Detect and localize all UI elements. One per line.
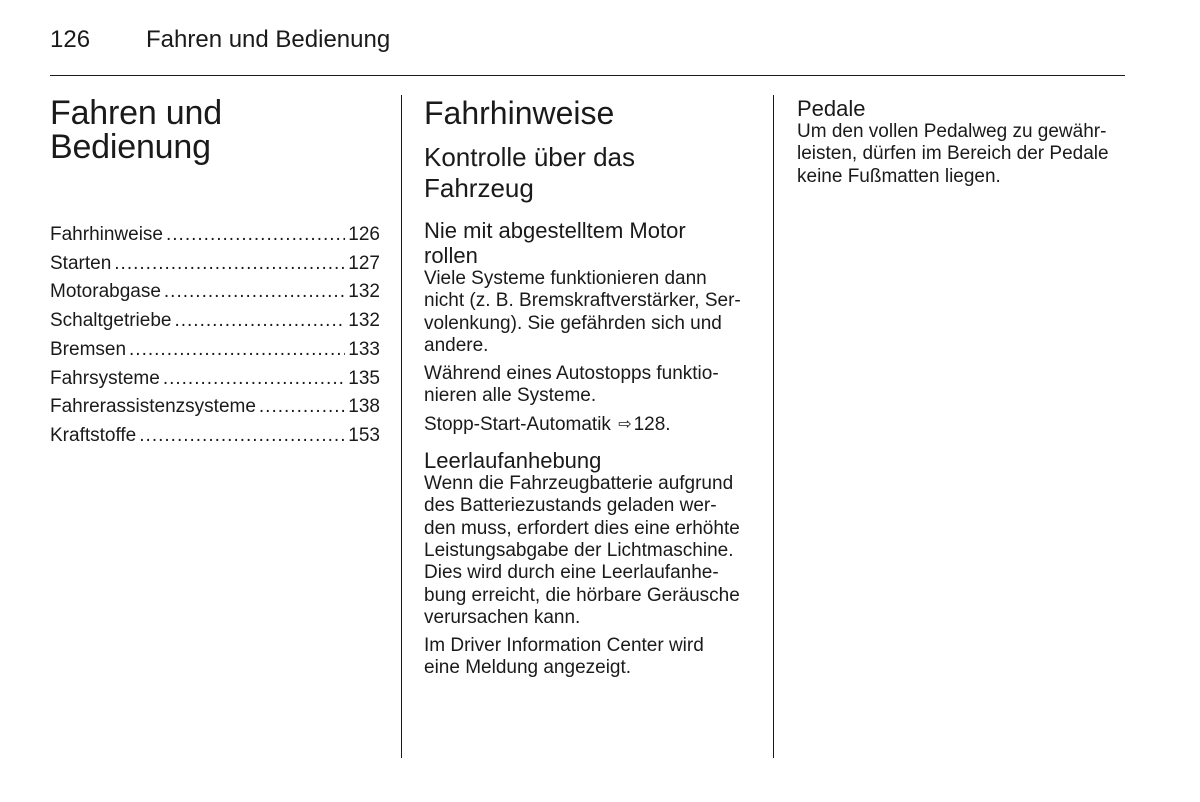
chapter-column	[50, 96, 380, 451]
header-rule	[50, 75, 1125, 76]
toc-entry[interactable]	[50, 221, 380, 250]
motor-off-paragraph-2	[424, 363, 756, 408]
toc-entry[interactable]	[50, 365, 380, 394]
text-line: eine Meldung angezeigt.	[424, 657, 632, 679]
text-line: Um den vollen Pedalweg zu gewähr-	[797, 121, 1107, 142]
column-divider-2	[773, 95, 774, 758]
text-line: den muss, erfordert dies eine erhöhte	[424, 517, 740, 539]
text-line: leisten, dürfen im Bereich der Pedale	[797, 143, 1109, 165]
table-of-contents	[50, 221, 380, 451]
toc-entry[interactable]	[50, 307, 380, 336]
toc-entry[interactable]	[50, 278, 380, 307]
heading-pedals: Pedale	[797, 96, 866, 121]
section-subtitle-line-1: Kontrolle über das	[424, 142, 636, 172]
toc-leader-dots	[166, 221, 345, 250]
text-line: Wenn die Fahrzeugbatterie aufgrund	[424, 473, 734, 495]
toc-entry[interactable]	[50, 422, 380, 451]
toc-entry-page: 132	[348, 281, 380, 303]
text-line: andere.	[424, 334, 489, 356]
text-line: Leistungsabgabe der Lichtmaschine.	[424, 539, 734, 561]
text-line: Dies wird durch eine Leerlaufanhe-	[424, 562, 719, 584]
section-subtitle-line-2: Fahrzeug	[424, 173, 534, 203]
text-line: verursachen kann.	[424, 606, 581, 628]
text-line: keine Fußmatten liegen.	[797, 165, 1001, 187]
section-subtitle	[424, 142, 724, 204]
toc-leader-dots	[163, 365, 345, 394]
cross-reference[interactable]	[424, 414, 756, 436]
heading-line-1: Nie mit abgestelltem Motor	[424, 218, 686, 243]
motor-off-paragraph-1	[424, 268, 756, 357]
heading-idle-boost: Leerlaufanhebung	[424, 448, 602, 474]
toc-entry-label: Bremsen	[50, 338, 127, 360]
text-line: Im Driver Information Center wird	[424, 635, 704, 657]
text-line: nieren alle Systeme.	[424, 385, 597, 407]
toc-entry-page: 135	[348, 367, 380, 389]
page-number: 126	[50, 26, 91, 53]
toc-entry-label: Kraftstoffe	[50, 424, 137, 446]
idle-paragraph-1	[424, 473, 756, 629]
heading-line-2: rollen	[424, 243, 478, 268]
chapter-title-line-2: Bedienung	[50, 128, 211, 166]
toc-entry[interactable]	[50, 393, 380, 422]
text-line: bung erreicht, die hörbare Geräusche	[424, 584, 740, 606]
text-line: Während eines Autostopps funktio-	[424, 363, 719, 385]
toc-entry-label: Fahrsysteme	[50, 367, 160, 389]
toc-entry-label: Fahrerassistenzsysteme	[50, 396, 256, 418]
toc-entry-page: 138	[348, 396, 380, 418]
chapter-title	[50, 96, 380, 164]
toc-leader-dots	[129, 336, 345, 365]
text-line: volenkung). Sie gefährden sich und	[424, 312, 722, 334]
toc-leader-dots	[259, 393, 345, 422]
idle-paragraph-2	[424, 635, 756, 680]
content-column-1	[424, 96, 756, 680]
arrow-right-icon: ⇨	[618, 413, 632, 433]
content-column-2	[797, 96, 1127, 188]
toc-leader-dots	[164, 278, 345, 307]
chapter-title-line-1: Fahren und	[50, 94, 222, 132]
toc-leader-dots	[114, 250, 345, 279]
section-title: Fahrhinweise	[424, 95, 615, 131]
text-line: Viele Systeme funktionieren dann	[424, 268, 707, 289]
toc-leader-dots	[174, 307, 345, 336]
toc-leader-dots	[139, 422, 345, 451]
toc-entry-page: 126	[348, 224, 380, 245]
text-line: nicht (z. B. Bremskraftverstärker, Ser-	[424, 290, 741, 312]
toc-entry-label: Schaltgetriebe	[50, 310, 172, 332]
toc-entry-page: 133	[348, 338, 380, 360]
toc-entry-label: Motorabgase	[50, 281, 161, 303]
text-line: des Batteriezustands geladen wer-	[424, 495, 717, 517]
cross-reference-page: 128.	[633, 413, 671, 435]
toc-entry[interactable]	[50, 336, 380, 365]
pedals-paragraph	[797, 121, 1127, 188]
toc-entry[interactable]	[50, 250, 380, 279]
cross-reference-text: Stopp-Start-Automatik	[424, 413, 611, 435]
column-divider-1	[401, 95, 402, 758]
toc-entry-label: Starten	[50, 252, 112, 274]
toc-entry-page: 153	[348, 424, 380, 446]
toc-entry-label: Fahrhinweise	[50, 224, 163, 245]
toc-entry-page: 127	[348, 252, 380, 274]
heading-motor-off	[424, 218, 724, 268]
toc-entry-page: 132	[348, 310, 380, 332]
running-head-title: Fahren und Bedienung	[146, 26, 391, 53]
